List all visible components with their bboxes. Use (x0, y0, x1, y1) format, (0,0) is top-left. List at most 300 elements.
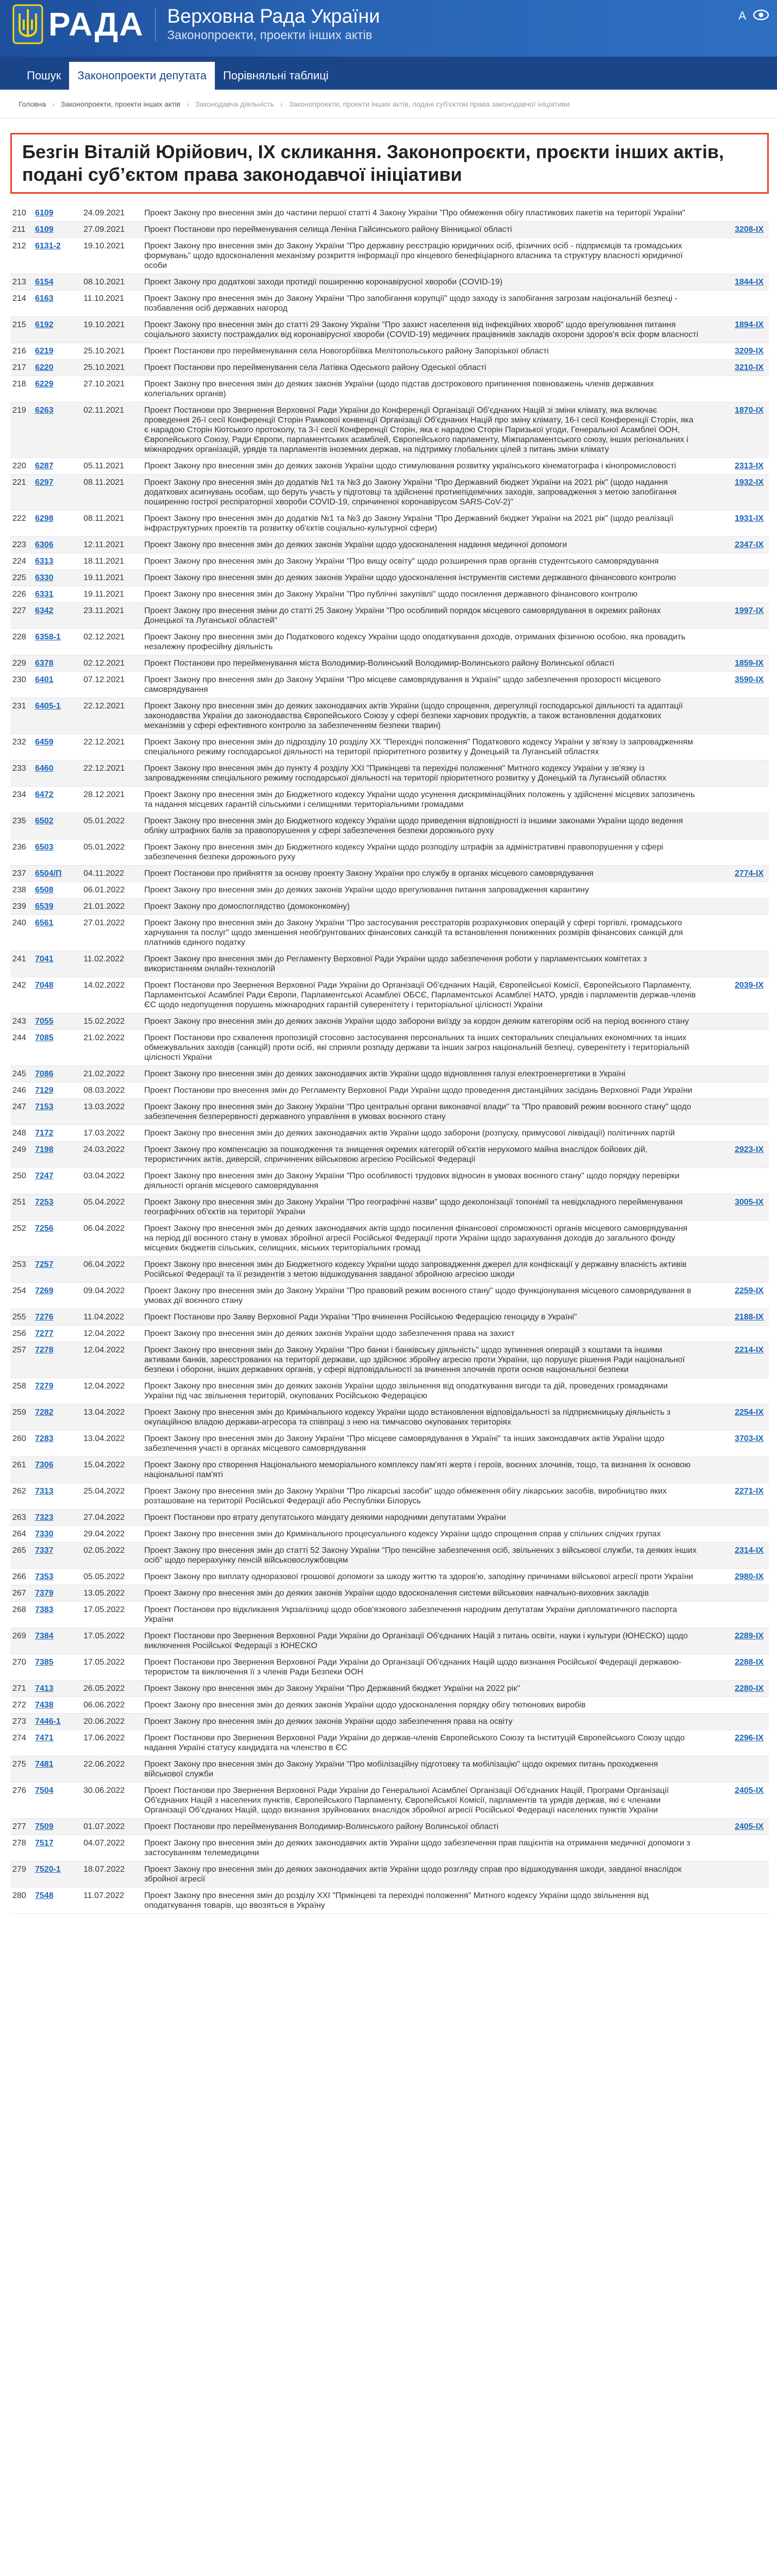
convocation-law-link-cell (706, 1543, 769, 1569)
convocation-law-link[interactable]: 2288-IX (734, 1658, 764, 1667)
row-number: 278 (10, 1835, 33, 1861)
bill-title: Проект Закону про внесення змін до Закону України "Про місцеве самоврядування в Україні" та інших законодавчих актів України щодо забезпечення участі в органах місцевого самоврядування (142, 1431, 706, 1457)
registration-number-link[interactable]: 6472 (35, 790, 54, 799)
registration-date: 29.04.2022 (81, 1526, 142, 1543)
registration-number-link[interactable]: 7323 (35, 1513, 54, 1522)
convocation-law-link[interactable]: 2214-IX (734, 1346, 764, 1354)
table-row (10, 1168, 769, 1194)
registration-number-link[interactable]: 7278 (35, 1346, 54, 1354)
row-number: 226 (10, 586, 33, 603)
registration-date: 05.05.2022 (81, 1569, 142, 1585)
registration-number-link-cell (33, 360, 81, 376)
registration-number-link[interactable]: 7269 (35, 1286, 54, 1295)
registration-number-link-cell (33, 511, 81, 537)
convocation-law-link-cell (706, 1066, 769, 1082)
convocation-law-link-cell (706, 1283, 769, 1309)
bill-title: Проект Постанови про Звернення Верховної Ради України до Конференції Організації Об'єднаних Націй зі зміни клімату, яка включає проведення 26-ї сесії Конференції Сторін Рамкової конвенції Організації Об'єднаних Націй про зміну клімату, 16-ї сесії Конференції Сторін, яка є нарадою Сторін Кіотського протоколу, та 3-ї сесії Конференції Сторін, яка є нарадою Сторін Паризької угоди, Генеральної Асамблеї ООН, Європейського Союзу, Ради Європи, парламентських асамблей, Європейського парламенту, Міжпарламентського союзу, інших регіональних і міжнародних організацій, урядів та парламентів іноземних держав, на підтримку глобальних цілей з питань зміни клімату (142, 402, 706, 458)
registration-number-link-cell (33, 1342, 81, 1378)
convocation-law-link[interactable]: 3210-IX (734, 363, 764, 372)
registration-number-link[interactable]: 7279 (35, 1382, 54, 1391)
bill-title: Проект Закону про внесення змін до Кримінального кодексу України щодо встановлення відповідальності за підприємницьку діяльність з окупаційною владою держави-агресора та співпраці з нею на тимчасово окупованих територіях (142, 1404, 706, 1431)
registration-number-link[interactable]: 7379 (35, 1589, 54, 1598)
table-row (10, 474, 769, 511)
breadcrumb-separator-icon: › (52, 99, 55, 108)
convocation-law-link-cell (706, 458, 769, 474)
registration-number-link-cell (33, 655, 81, 672)
bill-title: Проект Закону про внесення змін до Бюджетного кодексу України щодо запровадження джерел для конфіскації у державну власність активів Російської Федерації та її резидентів з метою відшкодування завданої збройною агресією шкоди (142, 1257, 706, 1283)
registration-number-link[interactable]: 6460 (35, 764, 54, 773)
registration-number-link[interactable]: 7277 (35, 1329, 54, 1338)
convocation-law-link-cell (706, 899, 769, 915)
convocation-law-link-cell (706, 360, 769, 376)
registration-number-link[interactable]: 6220 (35, 363, 54, 372)
registration-number-link-cell (33, 1835, 81, 1861)
registration-date: 17.05.2022 (81, 1654, 142, 1681)
table-row (10, 511, 769, 537)
registration-number-link[interactable]: 7384 (35, 1632, 54, 1640)
table-row (10, 1585, 769, 1602)
bill-title: Проект Закону про внесення змін до Бюджетного кодексу України щодо приведення відповідності із іншими законами України щодо ведення обліку штрафних балів за правопорушення у сфері забезпечення безпеки дорожнього руху (142, 813, 706, 839)
registration-date: 11.07.2022 (81, 1888, 142, 1914)
convocation-law-link-cell (706, 1697, 769, 1714)
convocation-law-link-cell (706, 317, 769, 343)
registration-number-link[interactable]: 7337 (35, 1546, 54, 1555)
registration-number-link-cell (33, 915, 81, 951)
registration-number-link-cell (33, 629, 81, 655)
table-row (10, 402, 769, 458)
convocation-law-link[interactable]: 1870-IX (734, 406, 764, 415)
registration-number-link[interactable]: 6358-1 (35, 633, 61, 641)
convocation-law-link[interactable]: 3209-IX (734, 347, 764, 355)
convocation-law-link[interactable]: 2254-IX (734, 1408, 764, 1417)
convocation-law-link-cell (706, 1730, 769, 1756)
convocation-law-link-cell (706, 402, 769, 458)
convocation-law-link-cell (706, 977, 769, 1013)
row-number: 212 (10, 238, 33, 274)
convocation-law-link-cell (706, 1681, 769, 1697)
row-number: 273 (10, 1714, 33, 1730)
bill-title: Проект Закону про внесення змін до деяких законів України щодо стимулювання розвитку українського кінематографа і кінопромисловості (142, 458, 706, 474)
convocation-law-link[interactable]: 1844-IX (734, 278, 764, 286)
registration-number-link[interactable]: 7353 (35, 1572, 54, 1581)
bill-title: Проект Закону про внесення змін до Закону України "Про лікарські засоби" щодо обмеження обігу лікарських засобів, виробництво яких розташоване на території Російської Федерації або Республіки Білорусь (142, 1483, 706, 1510)
registration-number-link[interactable]: 7172 (35, 1129, 54, 1138)
row-number: 211 (10, 222, 33, 238)
registration-date: 19.11.2021 (81, 570, 142, 586)
registration-number-link-cell (33, 291, 81, 317)
registration-number-link[interactable]: 6306 (35, 540, 54, 549)
registration-date: 11.10.2021 (81, 291, 142, 317)
convocation-law-link[interactable]: 1894-IX (734, 320, 764, 329)
registration-number-link[interactable]: 7129 (35, 1086, 54, 1095)
registration-number-link[interactable]: 7257 (35, 1260, 54, 1269)
registration-date: 01.07.2022 (81, 1819, 142, 1835)
convocation-law-link[interactable]: 2280-IX (734, 1684, 764, 1693)
registration-number-link-cell (33, 222, 81, 238)
row-number: 246 (10, 1082, 33, 1099)
registration-number-link[interactable]: 6378 (35, 659, 54, 668)
convocation-law-link-cell (706, 1013, 769, 1030)
bill-title: Проект Закону про внесення змін до підрозділу 10 розділу XX "Перехідні положення" Податкового кодексу України у зв'язку із запровадженням спеціального режиму господарської діяльності на території пріоритетного розвитку у Донецькій та Луганській областях (142, 734, 706, 760)
registration-date: 06.06.2022 (81, 1697, 142, 1714)
registration-number-link[interactable]: 6313 (35, 557, 54, 566)
convocation-law-link-cell (706, 882, 769, 899)
registration-number-link-cell (33, 1569, 81, 1585)
registration-number-link[interactable]: 7283 (35, 1434, 54, 1443)
convocation-law-link-cell (706, 760, 769, 787)
bill-title: Проект Закону про внесення змін до Регламенту Верховної Ради України щодо забезпечення роботи у парламентських комітетах з використанням онлайн-технологій (142, 951, 706, 977)
convocation-law-link[interactable]: 3703-IX (734, 1434, 764, 1443)
bill-title: Проект Закону про внесення змін до додатків №1 та №3 до Закону України "Про Державний бюджет України на 2021 рік" (щодо надання додаткових асигнувань особам, що беруть участь у підготовці та здійсненні протиепідемічних заходів, запровадження з метою запобігання поширенню гострої респіраторної хвороби COVID-19, спричиненої коронавірусом SARS-CoV-2)" (142, 474, 706, 511)
row-number: 241 (10, 951, 33, 977)
bill-title: Проект Закону про внесення змін до додатків №1 та №3 до Закону України "Про Державний бюджет України на 2021 рік" (щодо реалізації інфраструктурних проектів та розвитку об'єктів соціально-культурної сфери) (142, 511, 706, 537)
registration-date: 12.04.2022 (81, 1378, 142, 1404)
registration-number-link[interactable]: 7548 (35, 1891, 54, 1900)
bill-title: Проект Закону про внесення змін до деяких законодавчих актів України щодо заборони (розпуску, примусової ліквідації) політичних партій (142, 1125, 706, 1142)
registration-date: 22.12.2021 (81, 734, 142, 760)
row-number: 225 (10, 570, 33, 586)
registration-number-link[interactable]: 6459 (35, 738, 54, 747)
table-row (10, 570, 769, 586)
convocation-law-link[interactable]: 2039-IX (734, 981, 764, 990)
row-number: 227 (10, 603, 33, 629)
convocation-law-link-cell (706, 1835, 769, 1861)
row-number: 244 (10, 1030, 33, 1066)
registration-number-link[interactable]: 6263 (35, 406, 54, 415)
registration-date: 08.11.2021 (81, 474, 142, 511)
row-number: 275 (10, 1756, 33, 1783)
row-number: 263 (10, 1510, 33, 1526)
registration-date: 27.04.2022 (81, 1510, 142, 1526)
registration-number-link[interactable]: 6342 (35, 606, 54, 615)
registration-number-link[interactable]: 7198 (35, 1145, 54, 1154)
convocation-law-link[interactable]: 2774-IX (734, 869, 764, 878)
registration-date: 17.05.2022 (81, 1628, 142, 1654)
convocation-law-link[interactable]: 2405-IX (734, 1822, 764, 1831)
registration-number-link[interactable]: 7520-1 (35, 1865, 61, 1874)
registration-number-link[interactable]: 7313 (35, 1487, 54, 1496)
site-header (0, 0, 777, 57)
registration-number-link-cell (33, 1714, 81, 1730)
convocation-law-link[interactable]: 2271-IX (734, 1487, 764, 1496)
convocation-law-link[interactable]: 2313-IX (734, 462, 764, 470)
row-number: 267 (10, 1585, 33, 1602)
table-row (10, 672, 769, 698)
row-number: 256 (10, 1326, 33, 1342)
table-row (10, 1221, 769, 1257)
registration-date: 14.02.2022 (81, 977, 142, 1013)
registration-number-link[interactable]: 7055 (35, 1017, 54, 1026)
registration-number-link[interactable]: 6503 (35, 843, 54, 852)
registration-number-link[interactable]: 6330 (35, 573, 54, 582)
registration-date: 20.06.2022 (81, 1714, 142, 1730)
registration-number-link[interactable]: 6192 (35, 320, 54, 329)
convocation-law-link-cell (706, 1714, 769, 1730)
convocation-law-link-cell (706, 570, 769, 586)
registration-number-link[interactable]: 7276 (35, 1313, 54, 1321)
registration-number-link[interactable]: 6298 (35, 514, 54, 523)
bill-title: Проект Постанови про перейменування села Новогорбіївка Мелітопольського району Запорізької області (142, 343, 706, 360)
registration-number-link-cell (33, 1585, 81, 1602)
convocation-law-link-cell (706, 1168, 769, 1194)
registration-number-link[interactable]: 6504/П (35, 869, 62, 878)
registration-number-link-cell (33, 570, 81, 586)
nav-search[interactable]: Пошук (27, 69, 61, 82)
table-row (10, 1404, 769, 1431)
row-number: 274 (10, 1730, 33, 1756)
registration-number-link-cell (33, 402, 81, 458)
main-nav (0, 57, 777, 90)
registration-number-link[interactable]: 7385 (35, 1658, 54, 1667)
bill-title: Проект Закону про внесення змін до Закону України "Про вищу освіту" щодо розширення прав органів студентського самоврядування (142, 553, 706, 570)
registration-number-link[interactable]: 7383 (35, 1605, 54, 1614)
row-number: 250 (10, 1168, 33, 1194)
registration-number-link-cell (33, 553, 81, 570)
convocation-law-link[interactable]: 3208-IX (734, 225, 764, 234)
convocation-law-link[interactable]: 1859-IX (734, 659, 764, 668)
accessibility-eye-icon[interactable] (752, 6, 770, 24)
registration-number-link[interactable]: 6287 (35, 462, 54, 470)
registration-number-link[interactable]: 7086 (35, 1070, 54, 1078)
convocation-law-link-cell (706, 813, 769, 839)
row-number: 238 (10, 882, 33, 899)
convocation-law-link[interactable]: 1997-IX (734, 606, 764, 615)
registration-date: 17.06.2022 (81, 1730, 142, 1756)
registration-date: 25.04.2022 (81, 1483, 142, 1510)
bill-title: Проект Закону про внесення змін до деяких законодавчих актів України (щодо спрощення, дерегуляції господарської діяльності та адаптації законодавства України до законодавства Європейського Союзу у сфері безпеки харчових продуктів, а також встановлення додаткових механізмів у сфері ефективного контролю за забезпеченням безпеки тварин) (142, 698, 706, 734)
registration-number-link[interactable]: 7253 (35, 1198, 54, 1207)
registration-number-link-cell (33, 458, 81, 474)
registration-number-link[interactable]: 7048 (35, 981, 54, 990)
registration-number-link[interactable]: 6131-2 (35, 242, 61, 250)
bill-title: Проект Закону про внесення змін до Закону України "Про Державний бюджет України на 2022 рік" (142, 1681, 706, 1697)
registration-number-link[interactable]: 6219 (35, 347, 54, 355)
table-row (10, 1819, 769, 1835)
convocation-law-link-cell (706, 586, 769, 603)
registration-number-link[interactable]: 7282 (35, 1408, 54, 1417)
registration-number-link-cell (33, 1168, 81, 1194)
registration-number-link[interactable]: 7517 (35, 1839, 54, 1848)
registration-number-link-cell (33, 760, 81, 787)
registration-number-link[interactable]: 6502 (35, 817, 54, 825)
registration-number-link-cell (33, 205, 81, 222)
convocation-law-link-cell (706, 629, 769, 655)
registration-number-link[interactable]: 7446-1 (35, 1717, 61, 1726)
row-number: 240 (10, 915, 33, 951)
convocation-law-link-cell (706, 1756, 769, 1783)
convocation-law-link[interactable]: 2923-IX (734, 1145, 764, 1154)
breadcrumb-bills[interactable]: Законопроекти, проекти інших актів (60, 99, 181, 108)
convocation-law-link[interactable]: 2188-IX (734, 1313, 764, 1321)
site-logo[interactable] (12, 4, 380, 44)
registration-number-link[interactable]: 7471 (35, 1734, 54, 1742)
registration-number-link-cell (33, 899, 81, 915)
registration-number-link[interactable]: 6154 (35, 278, 54, 286)
registration-number-link[interactable]: 7509 (35, 1822, 54, 1831)
convocation-law-link-cell (706, 951, 769, 977)
registration-number-link[interactable]: 7041 (35, 955, 54, 963)
convocation-law-link[interactable]: 2314-IX (734, 1546, 764, 1555)
row-number: 221 (10, 474, 33, 511)
registration-number-link[interactable]: 6229 (35, 380, 54, 388)
registration-date: 05.01.2022 (81, 813, 142, 839)
convocation-law-link-cell (706, 1483, 769, 1510)
registration-date: 22.12.2021 (81, 760, 142, 787)
bill-title: Проект Закону про внесення змін до Закону України "Про банки і банківську діяльність" щодо зупинення операцій з коштами та іншими активами банків, зареєстрованих на території держави, що здійснює збройну агресію проти України, що порушує рішення Ради національної безпеки і оборони, інших державних органів, у сфері відповідальності за вчинення злочинів проти основ національної безпеки (142, 1342, 706, 1378)
registration-number-link-cell (33, 1030, 81, 1066)
registration-number-link-cell (33, 866, 81, 882)
font-size-toggle[interactable]: A (738, 9, 746, 22)
registration-number-link[interactable]: 7413 (35, 1684, 54, 1693)
row-number: 223 (10, 537, 33, 553)
bill-title: Проект Закону про внесення змін до деяких законів України щодо забезпечення права на освіту (142, 1714, 706, 1730)
row-number: 231 (10, 698, 33, 734)
registration-number-link[interactable]: 6539 (35, 902, 54, 911)
registration-number-link[interactable]: 7306 (35, 1461, 54, 1469)
row-number: 243 (10, 1013, 33, 1030)
registration-date: 18.11.2021 (81, 553, 142, 570)
convocation-law-link-cell (706, 474, 769, 511)
registration-date: 23.11.2021 (81, 603, 142, 629)
registration-number-link-cell (33, 376, 81, 402)
registration-number-link[interactable]: 7481 (35, 1760, 54, 1769)
bill-title: Проект Закону про внесення змін до частини першої статті 4 Закону України "Про обмеження обігу пластикових пакетів на території України" (142, 205, 706, 222)
registration-number-link[interactable]: 6561 (35, 919, 54, 927)
registration-number-link-cell (33, 882, 81, 899)
registration-number-link[interactable]: 6297 (35, 478, 54, 487)
convocation-law-link-cell (706, 1030, 769, 1066)
row-number: 230 (10, 672, 33, 698)
nav-deputy-bills[interactable]: Законопроекти депутата (69, 62, 215, 90)
registration-number-link[interactable]: 7330 (35, 1530, 54, 1538)
registration-number-link[interactable]: 6109 (35, 209, 54, 217)
registration-date: 13.05.2022 (81, 1585, 142, 1602)
registration-date: 13.03.2022 (81, 1099, 142, 1125)
convocation-law-link[interactable]: 2259-IX (734, 1286, 764, 1295)
convocation-law-link[interactable]: 2289-IX (734, 1632, 764, 1640)
table-row (10, 1378, 769, 1404)
convocation-law-link[interactable]: 2980-IX (734, 1572, 764, 1581)
registration-date: 04.07.2022 (81, 1835, 142, 1861)
convocation-law-link-cell (706, 343, 769, 360)
registration-date: 19.10.2021 (81, 238, 142, 274)
table-row (10, 813, 769, 839)
bill-title: Проект Закону про внесення змін до деяких законів України щодо удосконалення порядку обігу тютюнових виробів (142, 1697, 706, 1714)
convocation-law-link-cell (706, 1783, 769, 1819)
registration-number-link-cell (33, 1082, 81, 1099)
registration-date: 12.04.2022 (81, 1326, 142, 1342)
bill-title: Проект Постанови про Заяву Верховної Ради України "Про вчинення Російською Федерацією геноциду в Україні" (142, 1309, 706, 1326)
registration-date: 12.04.2022 (81, 1342, 142, 1378)
row-number: 222 (10, 511, 33, 537)
convocation-law-link[interactable]: 3005-IX (734, 1198, 764, 1207)
registration-date: 11.02.2022 (81, 951, 142, 977)
table-row (10, 1756, 769, 1783)
registration-number-link-cell (33, 977, 81, 1013)
registration-number-link[interactable]: 7085 (35, 1033, 54, 1042)
convocation-law-link[interactable]: 2405-IX (734, 1786, 764, 1795)
convocation-law-link-cell (706, 603, 769, 629)
row-number: 271 (10, 1681, 33, 1697)
registration-number-link[interactable]: 6405-1 (35, 702, 61, 710)
nav-comparative-tables[interactable]: Порівняльні таблиці (223, 69, 329, 82)
row-number: 239 (10, 899, 33, 915)
registration-number-link[interactable]: 6109 (35, 225, 54, 234)
registration-number-link-cell (33, 1526, 81, 1543)
row-number: 252 (10, 1221, 33, 1257)
registration-number-link[interactable]: 7153 (35, 1103, 54, 1111)
table-row (10, 1730, 769, 1756)
bill-title: Проект Закону про внесення змін до деяких законів України щодо заборони виїзду за кордон деяким категоріям осіб на період воєнного стану (142, 1013, 706, 1030)
convocation-law-link[interactable]: 3590-IX (734, 675, 764, 684)
table-row (10, 360, 769, 376)
row-number: 219 (10, 402, 33, 458)
registration-number-link[interactable]: 6331 (35, 590, 54, 599)
table-row (10, 787, 769, 813)
registration-number-link[interactable]: 6508 (35, 886, 54, 894)
row-number: 247 (10, 1099, 33, 1125)
convocation-law-link-cell (706, 1654, 769, 1681)
convocation-law-link-cell (706, 1125, 769, 1142)
convocation-law-link[interactable]: 1931-IX (734, 514, 764, 523)
registration-number-link[interactable]: 7247 (35, 1172, 54, 1180)
registration-number-link[interactable]: 6163 (35, 294, 54, 303)
breadcrumb-home[interactable]: Головна (19, 99, 46, 108)
convocation-law-link-cell (706, 1221, 769, 1257)
bill-title: Проект Закону про внесення змін до деяких законів України щодо звільнення від оподаткування вигоди та дій, проведених громадянами України під час звільнення територій, окупованих Російською Федерацією (142, 1378, 706, 1404)
bill-title: Проект Закону про внесення змін до деяких законодавчих актів щодо посилення фінансової спроможності органів місцевого самоврядування на період дії воєнного стану в умовах збройної агресії Російської Федерації проти України щодо зарахування доходів до загального фонду місцевих бюджетів сільських, селищних, міських територіальних громад (142, 1221, 706, 1257)
convocation-law-link-cell (706, 205, 769, 222)
registration-date: 13.04.2022 (81, 1431, 142, 1457)
table-row (10, 1099, 769, 1125)
bill-title: Проект Закону про внесення змін до Закону України "Про державну реєстрацію юридичних осіб, фізичних осіб - підприємців та громадських формувань" щодо вдосконалення механізму розкриття інформації про кінцевого бенефіціарного власника та структуру власності юридичної особи (142, 238, 706, 274)
row-number: 217 (10, 360, 33, 376)
registration-number-link-cell (33, 951, 81, 977)
registration-number-link[interactable]: 6401 (35, 675, 54, 684)
row-number: 270 (10, 1654, 33, 1681)
registration-date: 03.04.2022 (81, 1168, 142, 1194)
registration-number-link-cell (33, 474, 81, 511)
convocation-law-link[interactable]: 2347-IX (734, 540, 764, 549)
row-number: 215 (10, 317, 33, 343)
bill-title: Проект Закону про внесення змін до Закону України "Про правовий режим воєнного стану" щодо функціонування місцевого самоврядування в умовах дії воєнного стану (142, 1283, 706, 1309)
registration-number-link-cell (33, 1510, 81, 1526)
registration-number-link-cell (33, 1378, 81, 1404)
table-row (10, 1888, 769, 1914)
registration-number-link[interactable]: 7256 (35, 1224, 54, 1233)
registration-number-link[interactable]: 7438 (35, 1701, 54, 1709)
table-row (10, 1326, 769, 1342)
table-row (10, 274, 769, 291)
bill-title: Проект Закону про внесення змін до Закону України "Про публічні закупівлі" щодо посилення державного фінансового контролю (142, 586, 706, 603)
registration-number-link[interactable]: 7504 (35, 1786, 54, 1795)
table-row (10, 977, 769, 1013)
convocation-law-link-cell (706, 274, 769, 291)
convocation-law-link[interactable]: 1932-IX (734, 478, 764, 487)
registration-date: 24.03.2022 (81, 1142, 142, 1168)
registration-number-link-cell (33, 537, 81, 553)
registration-number-link-cell (33, 672, 81, 698)
bill-title: Проект Постанови про перейменування села Латівка Одеського району Одеської області (142, 360, 706, 376)
registration-number-link-cell (33, 1697, 81, 1714)
registration-date: 19.11.2021 (81, 586, 142, 603)
registration-number-link-cell (33, 1326, 81, 1342)
convocation-law-link[interactable]: 2296-IX (734, 1734, 764, 1742)
bill-title: Проект Закону про компенсацію за пошкодження та знищення окремих категорій об'єктів нерухомого майна внаслідок бойових дій, терористичних актів, диверсій, спричинених військовою агресією Російської Федерації (142, 1142, 706, 1168)
bill-title: Проект Закону про внесення змін до деяких законів України щодо удосконалення надання медичної допомоги (142, 537, 706, 553)
row-number: 220 (10, 458, 33, 474)
convocation-law-link-cell (706, 1510, 769, 1526)
